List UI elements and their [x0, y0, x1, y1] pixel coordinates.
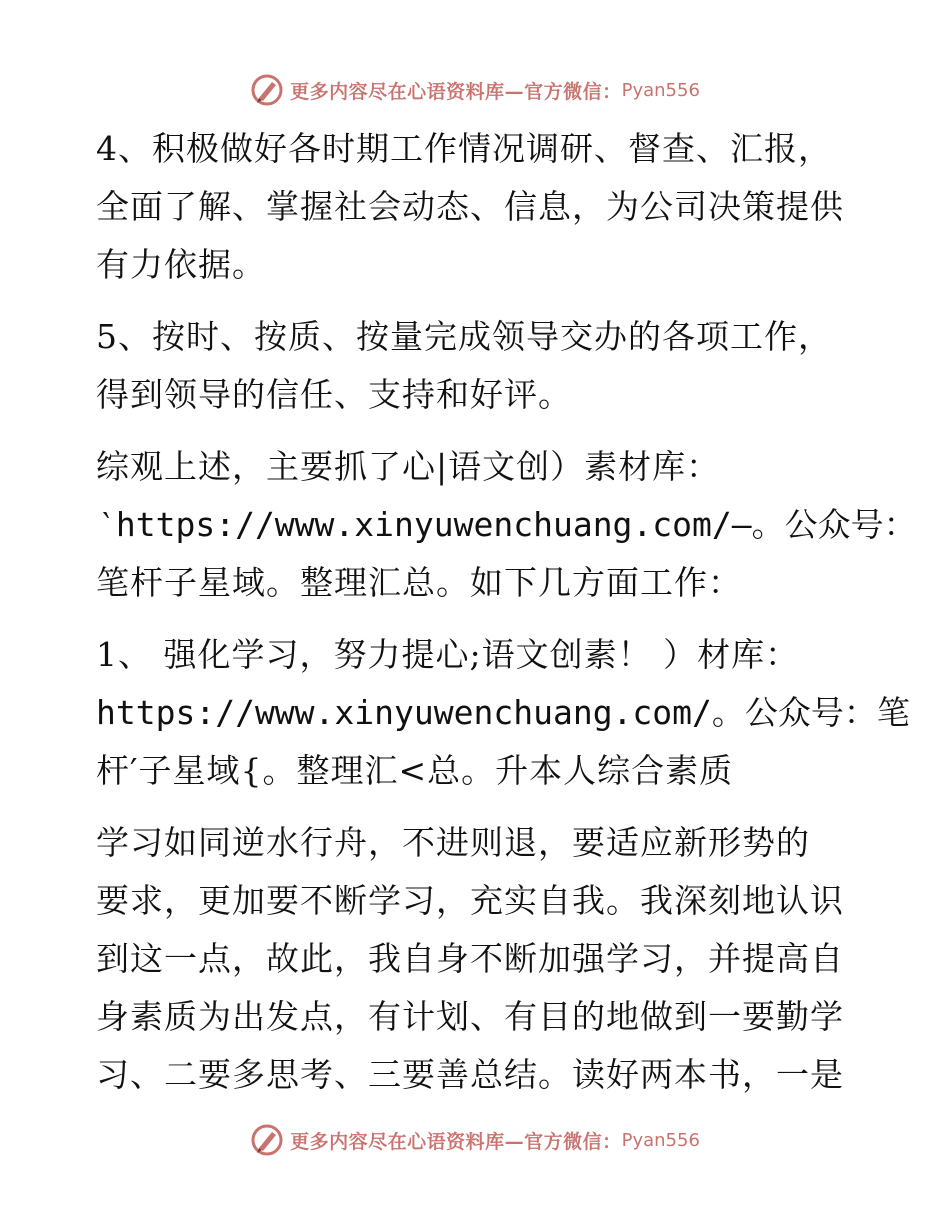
- text-line: 得到领导的信任、支持和好评。: [96, 375, 572, 414]
- text-line: 习、二要多思考、三要善总结。读好两本书，一是: [96, 1055, 844, 1094]
- text-line: 综观上述，主要抓了心|语文创）素材库：: [96, 447, 721, 486]
- text-line: 全面了解、掌握社会动态、信息，为公司决策提供: [96, 187, 844, 226]
- pen-logo-icon: [250, 73, 284, 107]
- footer-banner: [0, 1120, 950, 1160]
- paragraph-study-body: [96, 814, 856, 1104]
- paragraph-study-heading: [96, 626, 910, 800]
- paragraph-summary: [96, 438, 917, 612]
- text-line: 笔杆子星域。整理汇总。如下几方面工作：: [96, 563, 742, 602]
- text-line: 4、积极做好各时期工作情况调研、督查、汇报，: [96, 129, 832, 168]
- text-line: 杆′子星域{。整理汇<总。升本人综合素质: [96, 751, 734, 790]
- pen-logo-icon: [250, 1123, 284, 1157]
- text-line: 身素质为出发点，有计划、有目的地做到一要勤学: [96, 997, 844, 1036]
- text-line: 要求，更加要不断学习，充实自我。我深刻地认识: [96, 881, 844, 920]
- document-body: [96, 120, 917, 1118]
- text-line: 1、 强化学习，努力提心;语文创素！ ）材库：: [96, 635, 800, 674]
- text-line-url: https://www.xinyuwenchuang.com/。公众号：笔: [96, 693, 910, 732]
- text-line: 到这一点，故此，我自身不断加强学习，并提高自: [96, 939, 844, 978]
- header-banner: [0, 70, 950, 110]
- text-line: 学习如同逆水行舟，不进则退，要适应新形势的: [96, 823, 810, 862]
- paragraph-item-5: [96, 308, 856, 424]
- header-wechat-id: Pyan556: [621, 79, 700, 101]
- footer-wechat-id: Pyan556: [621, 1129, 700, 1151]
- footer-banner-text: 更多内容尽在心语资料库—官方微信：: [290, 1130, 622, 1153]
- text-line-url: ‵https://www.xinyuwenchuang.com/—。公众号：: [96, 505, 917, 544]
- text-line: 5、按时、按质、按量完成领导交办的各项工作，: [96, 317, 832, 356]
- header-banner-text: 更多内容尽在心语资料库—官方微信：: [290, 80, 622, 103]
- paragraph-item-4: [96, 120, 856, 294]
- text-line: 有力依据。: [96, 245, 266, 284]
